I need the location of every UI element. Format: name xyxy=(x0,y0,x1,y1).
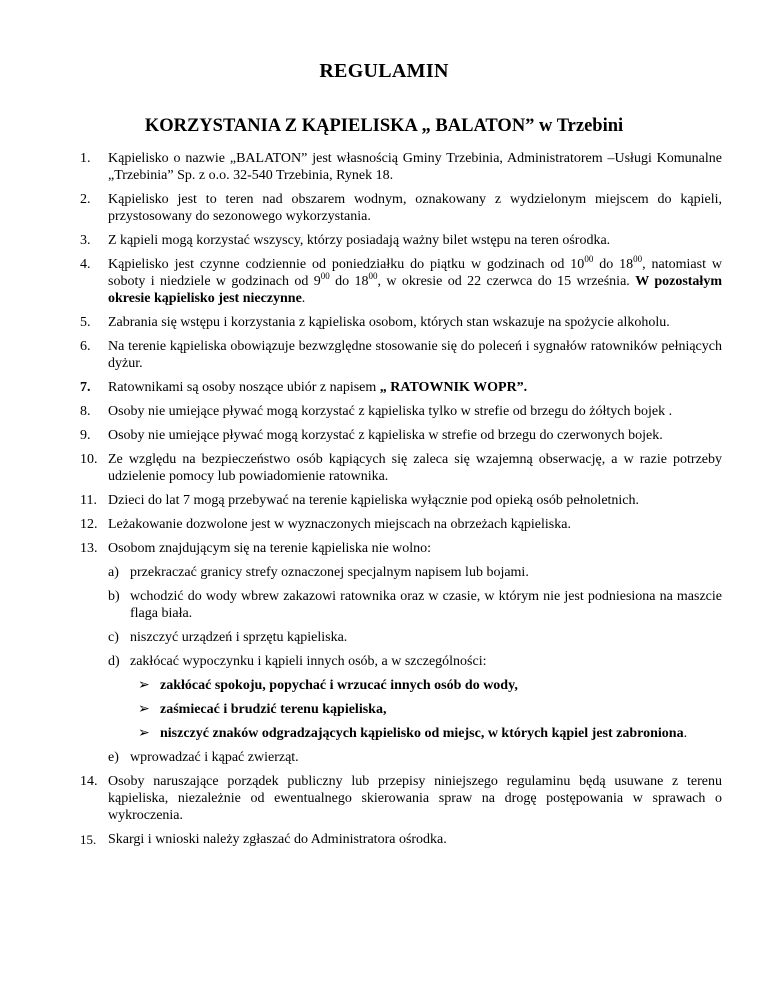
sub-text: wprowadzać i kąpać zwierząt. xyxy=(130,750,299,765)
bullet-text: zakłócać spokoju, popychać i wrzucać innych osób do wody, xyxy=(160,678,518,693)
rule-number: 2. xyxy=(80,192,91,207)
sub-text: wchodzić do wody wbrew zakazowi ratownika oraz w czasie, w którym nie jest podniesiona na maszcie flaga biała. xyxy=(130,589,722,621)
arrow-bullet-icon: ➢ xyxy=(138,702,150,717)
rule-number: 9. xyxy=(80,428,91,443)
sub-item xyxy=(108,653,722,742)
rule-number: 13. xyxy=(80,541,98,556)
rule-text: Skargi i wnioski należy zgłaszać do Administratora ośrodka. xyxy=(108,832,447,847)
sub-text: niszczyć urządzeń i sprzętu kąpieliska. xyxy=(130,630,348,645)
rule-text: Zabrania się wstępu i korzystania z kąpieliska osobom, których stan wskazuje na spożycie alkoholu. xyxy=(108,315,670,330)
rule-text: Kąpielisko o nazwie „BALATON” jest własnością Gminy Trzebinia, Administratorem –Usługi Komunalne „Trzebinia” Sp. z o.o. 32-540 Trzebinia, Rynek 18. xyxy=(108,151,722,183)
rule-number: 12. xyxy=(80,517,98,532)
rule-item xyxy=(80,379,722,396)
rule-text: Kąpielisko jest to teren nad obszarem wodnym, oznakowany z wydzielonym miejscem do kąpieli, przystosowany do sezonowego wykorzystania. xyxy=(108,192,722,224)
rule-number: 15. xyxy=(80,832,97,847)
rule-text: Ratownikami są osoby noszące ubiór z napisem „ RATOWNIK WOPR”. xyxy=(108,380,528,395)
sub-item xyxy=(108,564,722,581)
rule-number: 14. xyxy=(80,774,98,789)
rule-text: Na terenie kąpieliska obowiązuje bezwzględne stosowanie się do poleceń i sygnałów ratowników pełniących dyżur. xyxy=(108,339,722,371)
bullet-list xyxy=(130,677,722,742)
bullet-text: zaśmiecać i brudzić terenu kąpieliska, xyxy=(160,702,387,717)
closed-season-note: W pozostałym okresie kąpielisko jest nieczynne xyxy=(108,274,722,306)
rule-item xyxy=(80,191,722,225)
sub-letter: d) xyxy=(108,654,120,669)
bullet-item xyxy=(138,725,722,742)
document-title: REGULAMIN xyxy=(319,60,449,82)
rule-item xyxy=(80,150,722,184)
sub-letter: b) xyxy=(108,589,120,604)
rule-text: Osoby nie umiejące pływać mogą korzystać z kąpieliska w strefie od brzegu do czerwonych bojek. xyxy=(108,428,663,443)
rule-text: Osoby naruszające porządek publiczny lub przepisy niniejszego regulaminu będą usuwane z terenu kąpieliska, niezależnie od ewentualnego skierowania spraw na drogę postępowania w sprawach o wykroczenia. xyxy=(108,774,722,823)
rule-item xyxy=(80,773,722,824)
sub-text: przekraczać granicy strefy oznaczonej specjalnym napisem lub bojami. xyxy=(130,565,529,580)
arrow-bullet-icon: ➢ xyxy=(138,678,150,693)
rule-number: 4. xyxy=(80,257,91,272)
lifeguard-label: „ RATOWNIK WOPR”. xyxy=(379,380,528,395)
rule-text: Osobom znajdującym się na terenie kąpieliska nie wolno: xyxy=(108,541,432,556)
bullet-text: niszczyć znaków odgradzających kąpielisko od miejsc, w których kąpiel jest zabroniona. xyxy=(160,726,688,741)
rules-list xyxy=(80,150,722,855)
rule-item xyxy=(80,314,722,331)
rule-item xyxy=(80,403,722,420)
rule-item xyxy=(80,516,722,533)
sub-letter: e) xyxy=(108,750,119,765)
sub-item xyxy=(108,749,722,766)
bullet-item xyxy=(138,677,722,694)
rule-item xyxy=(80,492,722,509)
sub-letter: a) xyxy=(108,565,119,580)
document-subtitle: KORZYSTANIA Z KĄPIELISKA „ BALATON” w Trzebini xyxy=(144,116,624,136)
rule-number: 8. xyxy=(80,404,91,419)
rule-number: 6. xyxy=(80,339,91,354)
rule-item xyxy=(80,338,722,372)
rule-item xyxy=(80,831,722,848)
rule-text: Ze względu na bezpieczeństwo osób kąpiących się zaleca się wzajemną obserwację, a w razie potrzeby udzielenie pomocy lub powiadomienie ratownika. xyxy=(108,452,722,484)
rule-item xyxy=(80,427,722,444)
rule-text: Osoby nie umiejące pływać mogą korzystać z kąpieliska tylko w strefie od brzegu do żółtych bojek . xyxy=(108,404,673,419)
rule-text: Dzieci do lat 7 mogą przebywać na terenie kąpieliska wyłącznie pod opieką osób pełnoletnich. xyxy=(108,493,640,508)
sub-letter: c) xyxy=(108,630,119,645)
arrow-bullet-icon: ➢ xyxy=(138,726,150,741)
sub-item xyxy=(108,629,722,646)
bullet-item xyxy=(138,701,722,718)
sub-item xyxy=(108,588,722,622)
rule-item xyxy=(80,451,722,485)
rule-number: 7. xyxy=(80,380,91,395)
rule-number: 1. xyxy=(80,151,91,166)
rule-text: Z kąpieli mogą korzystać wszyscy, którzy posiadają ważny bilet wstępu na teren ośrodka. xyxy=(108,233,611,248)
rule-item xyxy=(80,256,722,307)
rule-number: 3. xyxy=(80,233,91,248)
rule-number: 10. xyxy=(80,452,98,467)
rule-number: 5. xyxy=(80,315,91,330)
rule-text: Leżakowanie dozwolone jest w wyznaczonych miejscach na obrzeżach kąpieliska. xyxy=(108,517,571,532)
rule-number: 11. xyxy=(80,493,97,508)
rule-item xyxy=(80,540,722,766)
rule-item xyxy=(80,232,722,249)
rule-text: Kąpielisko jest czynne codziennie od poniedziałku do piątku w godzinach od $10^{00}$ do $18^{00}$, natomiast w soboty i niedziele w godzinach od $9^{00}$ do $18^{00}$, w okresie od 22 czerwca do 15 września. W pozostałym okresie kąpielisko jest nieczynne. xyxy=(108,254,723,306)
sub-text: zakłócać wypoczynku i kąpieli innych osób, a w szczególności: xyxy=(130,654,487,669)
